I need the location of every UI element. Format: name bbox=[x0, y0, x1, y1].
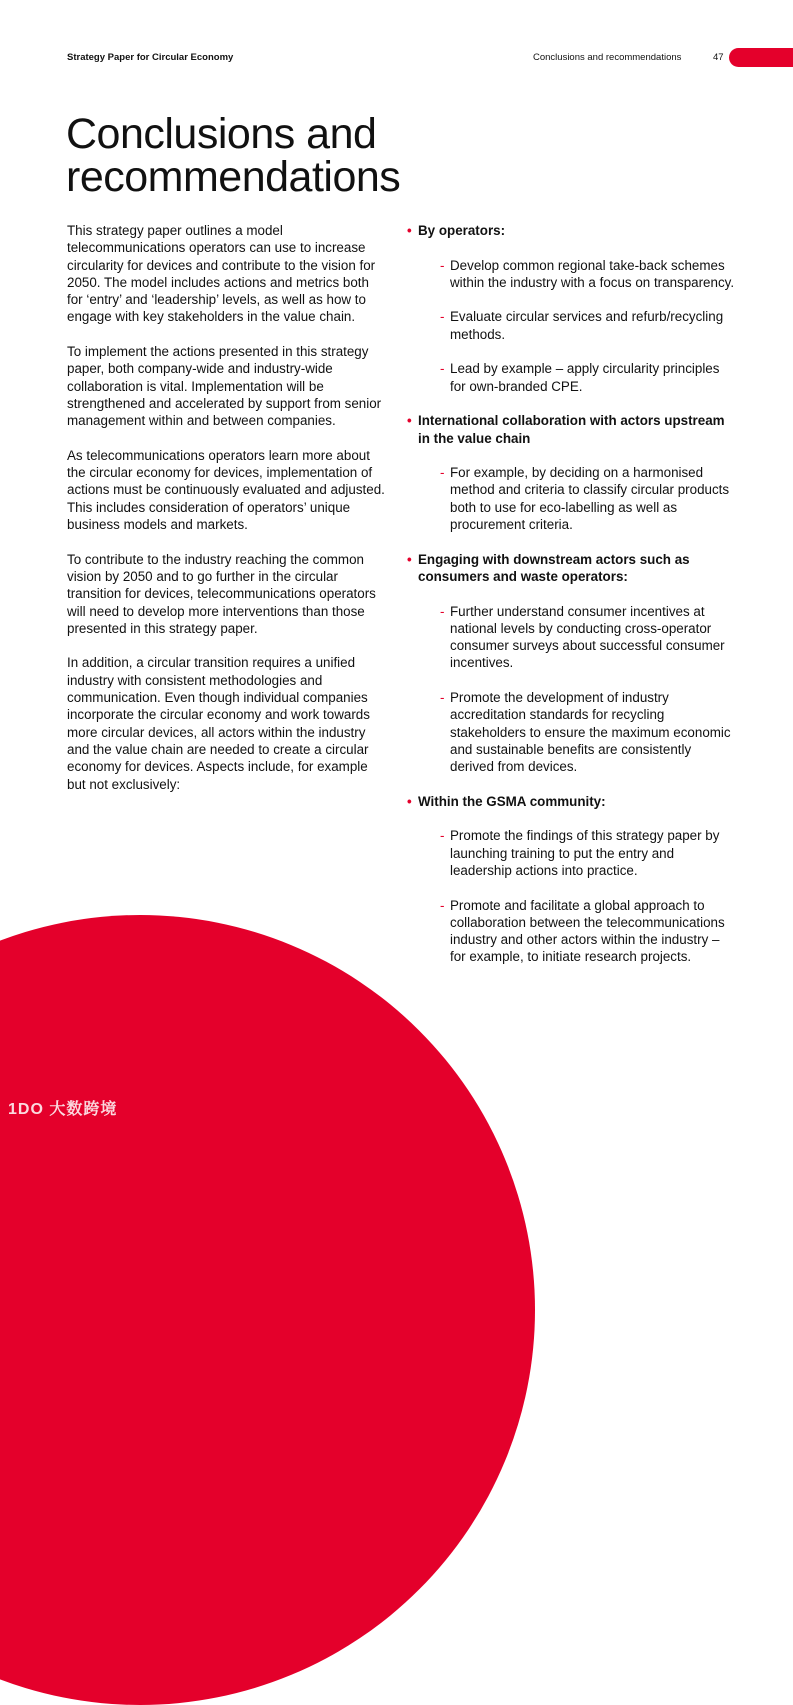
decorative-circle bbox=[0, 915, 535, 1705]
bullet-icon: • bbox=[407, 413, 412, 429]
sub-item-text: Develop common regional take-back schemes within the industry with a focus on transparency. bbox=[450, 257, 735, 290]
document-title: Strategy Paper for Circular Economy bbox=[67, 52, 234, 63]
sub-item bbox=[440, 897, 737, 966]
sub-item bbox=[440, 603, 737, 672]
dash-icon: - bbox=[440, 828, 445, 844]
bullet-heading bbox=[407, 412, 737, 447]
page-tab-decoration bbox=[729, 48, 793, 67]
dash-icon: - bbox=[440, 465, 445, 481]
watermark-logo: 1DO 大数跨境 bbox=[8, 1101, 118, 1118]
page-number: 47 bbox=[713, 52, 724, 63]
bullet-group-upstream bbox=[407, 412, 737, 533]
bullet-icon: • bbox=[407, 223, 412, 238]
dash-icon: - bbox=[440, 257, 445, 273]
sub-item-text: Evaluate circular services and refurb/recycling methods. bbox=[450, 309, 724, 342]
bullet-heading-text: Within the GSMA community: bbox=[418, 793, 606, 809]
bullet-group-gsma bbox=[407, 793, 737, 966]
bullet-group-downstream bbox=[407, 551, 737, 776]
bullet-heading bbox=[407, 793, 737, 810]
bullet-heading-text: International collaboration with actors upstream in the value chain bbox=[418, 413, 725, 446]
paragraph: As telecommunications operators learn more about the circular economy for devices, implementation of actions must be continuously evaluated and adjusted. This includes consideration of operators’ unique business models and markets. bbox=[67, 447, 385, 533]
left-column bbox=[67, 222, 387, 810]
bullet-heading-text: Engaging with downstream actors such as consumers and waste operators: bbox=[418, 551, 690, 584]
page-title-line-1: Conclusions and bbox=[66, 110, 377, 158]
right-column bbox=[407, 222, 737, 983]
sub-item bbox=[440, 689, 737, 775]
sub-item-text: Lead by example – apply circularity principles for own-branded CPE. bbox=[450, 361, 720, 394]
bullet-icon: • bbox=[407, 551, 412, 567]
bullet-icon: • bbox=[407, 793, 412, 809]
sub-item bbox=[440, 464, 737, 533]
sub-item-text: Promote the findings of this strategy paper by launching training to put the entry and leadership actions into practice. bbox=[450, 828, 720, 878]
bullet-heading bbox=[407, 222, 737, 239]
sub-item bbox=[440, 360, 737, 395]
page-title-line-2: recommendations bbox=[66, 153, 401, 201]
sub-item-text: Promote the development of industry accreditation standards for recycling stakeholders to ensure the maximum economic and sustainable benefits are consistently derived from devices. bbox=[450, 690, 731, 775]
sub-item-text: For example, by deciding on a harmonised method and criteria to classify circular products both to use for eco-labelling as well as procurement criteria. bbox=[450, 465, 730, 533]
sub-item-text: Promote and facilitate a global approach to collaboration between the telecommunications industry and other actors within the industry – for example, to initiate research projects. bbox=[450, 897, 725, 965]
sub-item-text: Further understand consumer incentives at national levels by conducting cross-operator consumer surveys about successful consumer incentives. bbox=[450, 603, 725, 671]
paragraph: This strategy paper outlines a model telecommunications operators can use to increase circularity for devices and contribute to the vision for 2050. The model includes actions and metrics both for ‘entry’ and ‘leadership’ levels, as well as how to engage with key stakeholders in the value chain. bbox=[67, 223, 376, 325]
bullet-group-operators bbox=[407, 222, 737, 395]
section-name: Conclusions and recommendations bbox=[533, 52, 682, 63]
paragraph: In addition, a circular transition requires a unified industry with consistent methodologies and communication. Even though individual companies incorporate the circular economy and work towards more circular devices, all actors within the industry and the value chain are needed to create a circular economy for devices. Aspects include, for example but not exclusively: bbox=[67, 655, 370, 792]
sub-item bbox=[440, 308, 737, 343]
paragraph: To contribute to the industry reaching the common vision by 2050 and to go further in the circular transition for devices, telecommunications operators will need to develop more interventions than those presented in this strategy paper. bbox=[67, 551, 376, 636]
page-title bbox=[66, 110, 401, 201]
dash-icon: - bbox=[440, 690, 445, 706]
dash-icon: - bbox=[440, 897, 445, 913]
dash-icon: - bbox=[440, 603, 445, 619]
dash-icon: - bbox=[440, 309, 445, 325]
dash-icon: - bbox=[440, 361, 445, 377]
paragraph: To implement the actions presented in this strategy paper, both company-wide and industry-wide collaboration is vital. Implementation will be strengthened and accelerated by support from senior management within and between companies. bbox=[67, 344, 382, 429]
bullet-heading bbox=[407, 551, 737, 586]
bullet-heading-text: By operators: bbox=[418, 223, 506, 238]
sub-item bbox=[440, 827, 737, 879]
sub-item bbox=[440, 257, 737, 292]
